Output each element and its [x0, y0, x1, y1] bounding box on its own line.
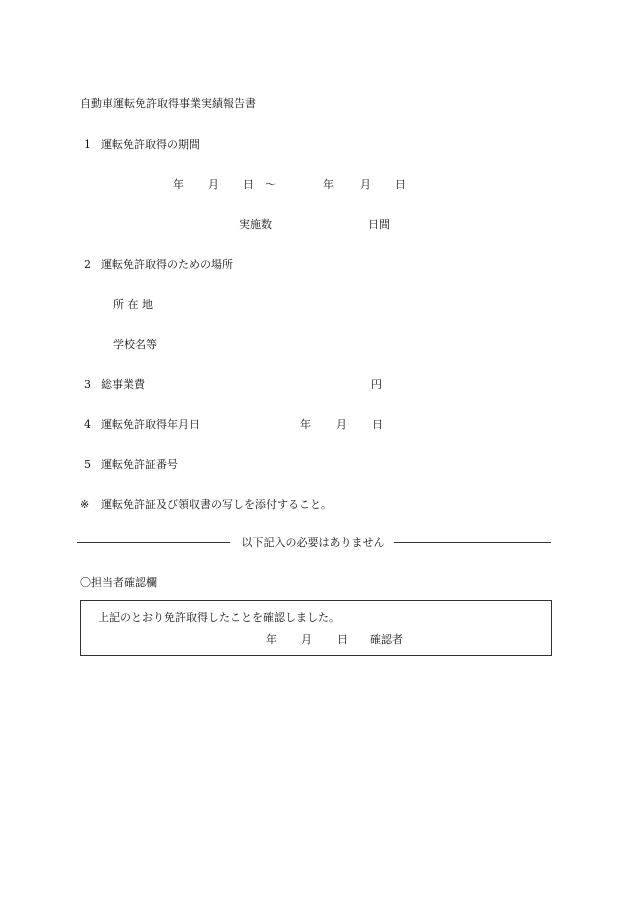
note-mark: ※ [80, 498, 90, 511]
confirm-day: 日 [337, 633, 348, 646]
item-3-number: 3 [84, 378, 91, 391]
duration-label: 実施数 [239, 218, 272, 231]
item-4-label: 運転免許取得年月日 [101, 418, 200, 431]
item-5-number: 5 [84, 458, 91, 471]
document-title: 自動車運転免許取得事業実績報告書 [80, 97, 256, 110]
confirm-text: 上記のとおり免許取得したことを確認しました。 [98, 611, 340, 624]
period-end-year: 年 [323, 178, 334, 191]
duration-unit: 日間 [368, 218, 390, 231]
divider-line-left [77, 542, 230, 543]
cost-unit: 円 [371, 378, 382, 391]
school-label: 学校名等 [113, 338, 157, 351]
date-year: 年 [300, 418, 311, 431]
item-4-number: 4 [84, 418, 91, 431]
period-start-month: 月 [208, 178, 219, 191]
period-end-month: 月 [360, 178, 371, 191]
item-5-label: 運転免許証番号 [101, 458, 178, 471]
period-start-year: 年 [173, 178, 184, 191]
confirm-year: 年 [266, 633, 277, 646]
period-end-day: 日 [395, 178, 406, 191]
item-1-number: 1 [84, 138, 91, 151]
confirmer-label: 確認者 [370, 633, 403, 646]
period-start-day: 日 [243, 178, 254, 191]
item-1-label: 運転免許取得の期間 [101, 138, 200, 151]
date-day: 日 [372, 418, 383, 431]
item-2-number: 2 [84, 258, 91, 271]
confirm-box [80, 600, 552, 656]
divider-line-right [394, 542, 551, 543]
divider-text: 以下記入の必要はありません [241, 536, 385, 549]
item-2-label: 運転免許取得のための場所 [101, 258, 233, 271]
confirm-heading: 〇担当者確認欄 [80, 576, 157, 589]
note-text: 運転免許証及び領収書の写しを添付すること。 [101, 498, 332, 511]
date-month: 月 [336, 418, 347, 431]
period-tilde: ～ [265, 178, 276, 191]
confirm-month: 月 [301, 633, 312, 646]
item-3-label: 総事業費 [101, 378, 145, 391]
address-label: 所 在 地 [113, 298, 153, 311]
